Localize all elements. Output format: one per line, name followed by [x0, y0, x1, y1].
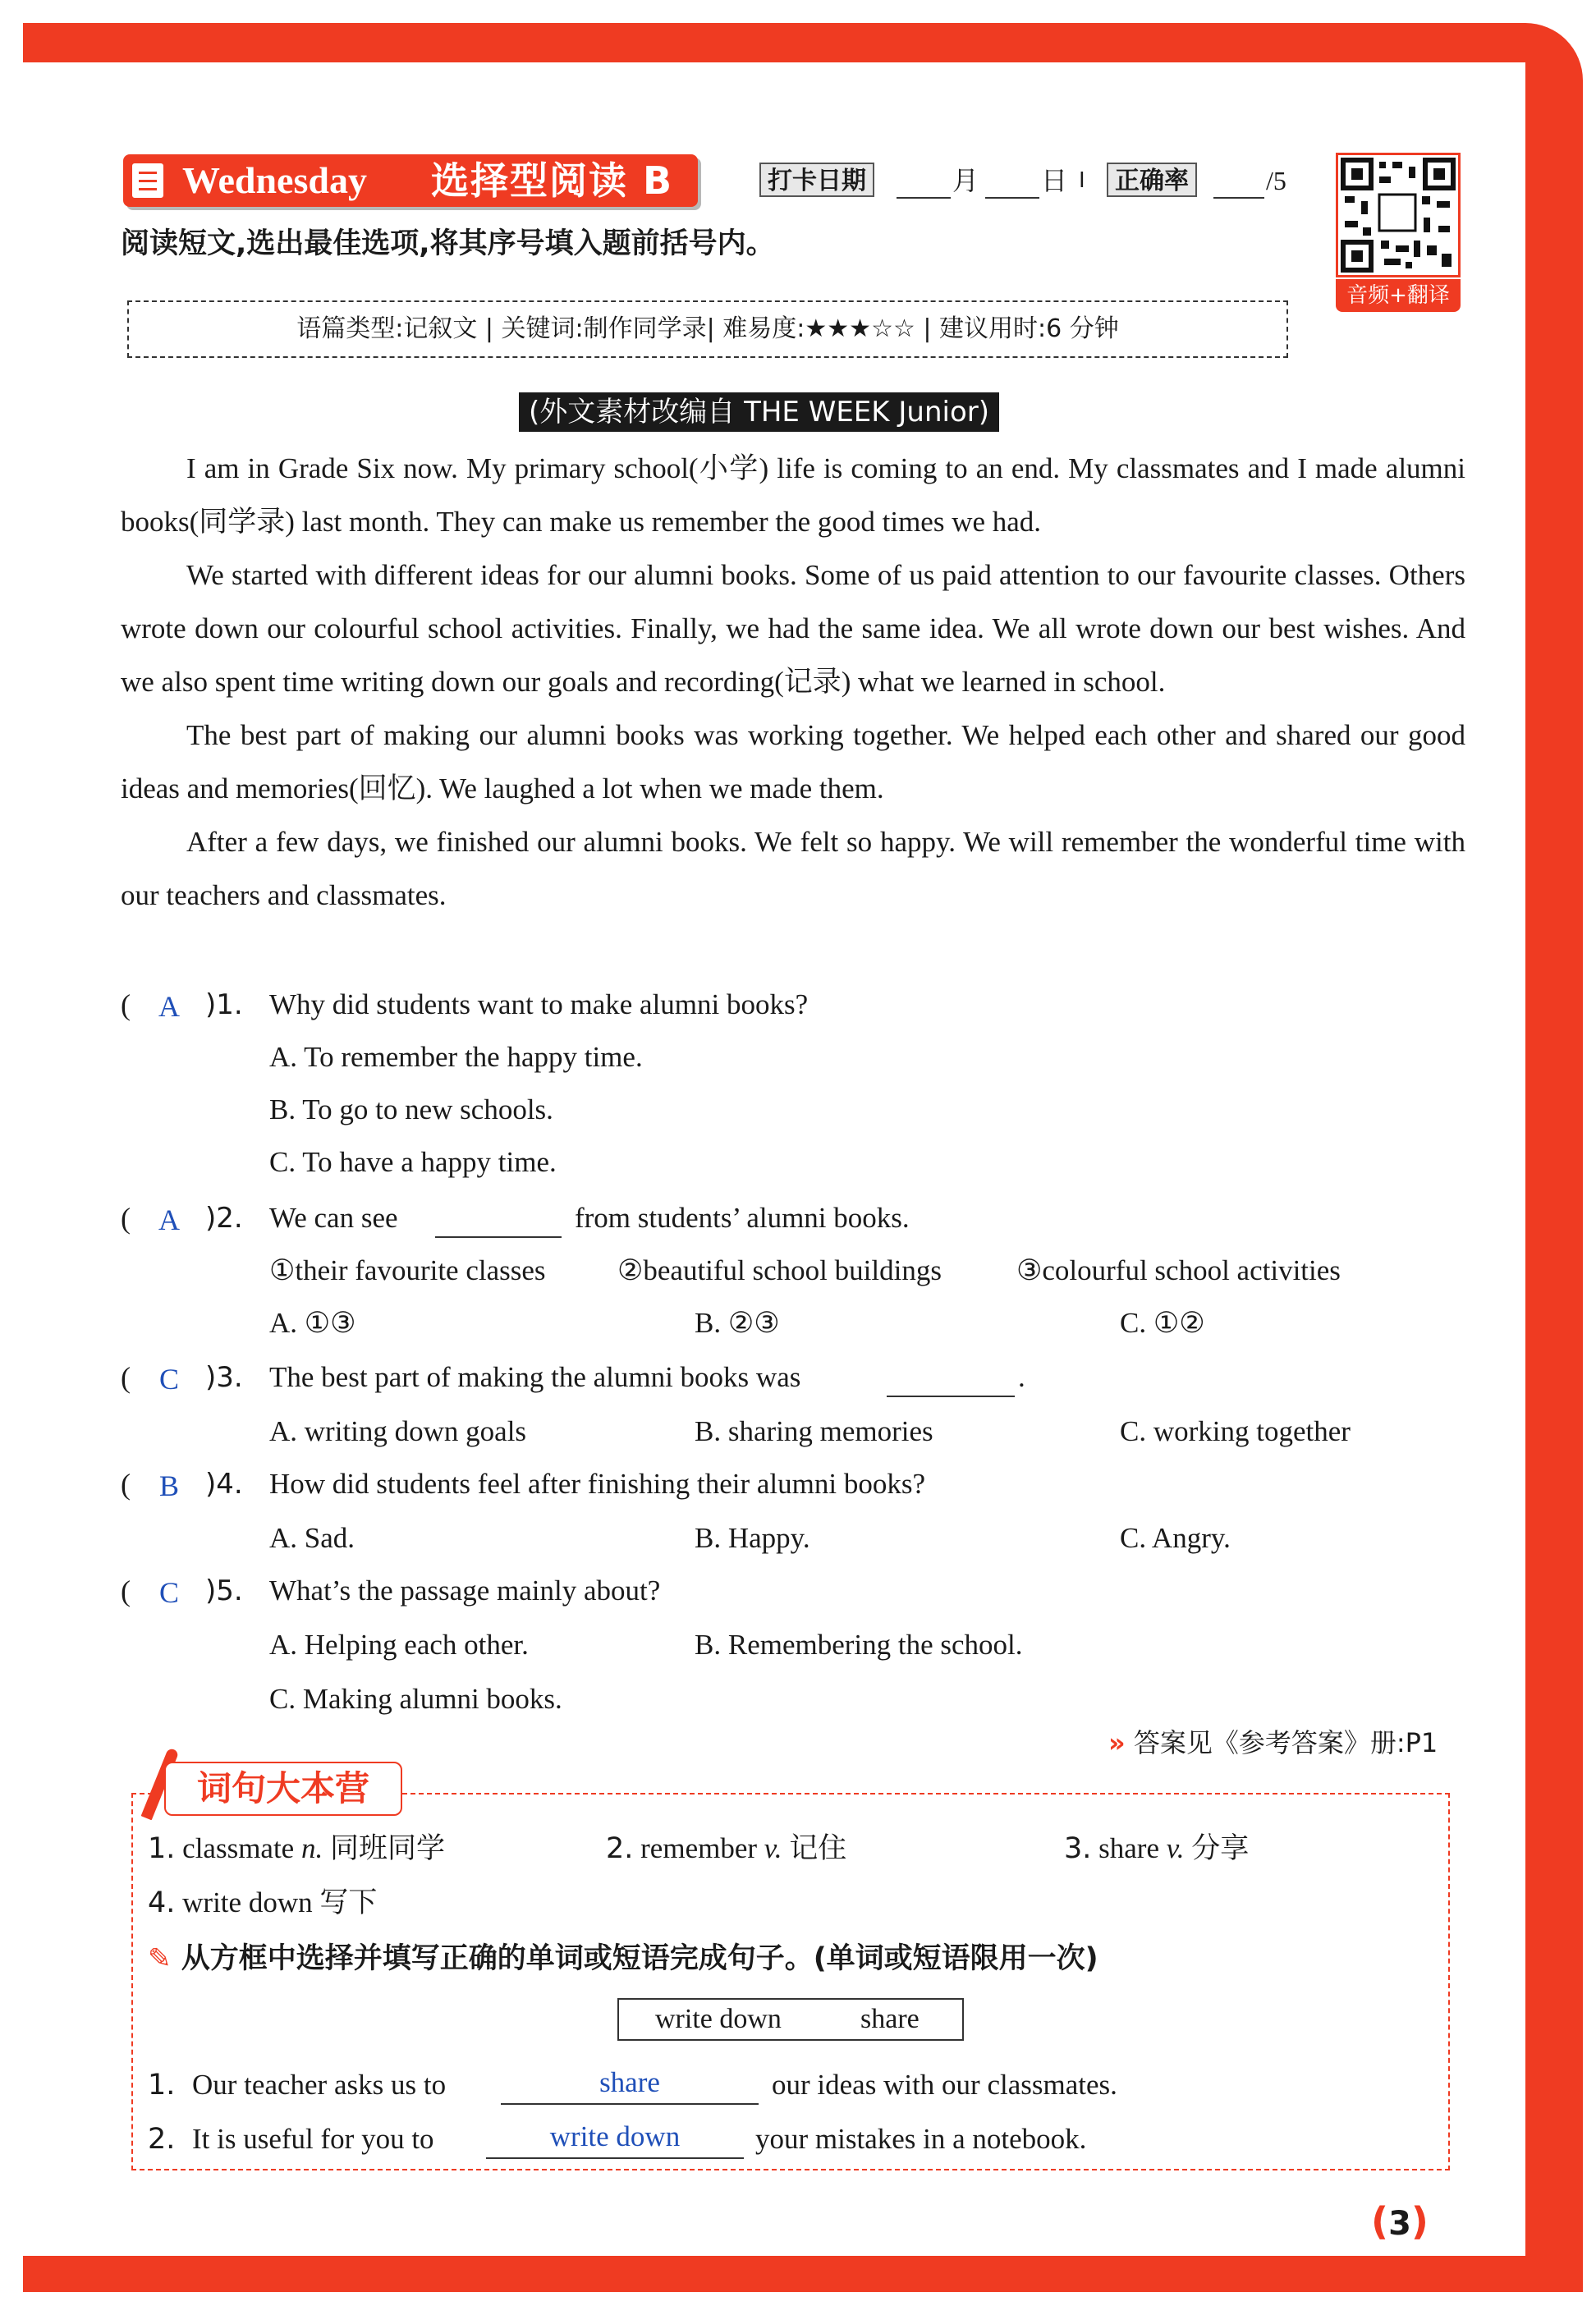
accuracy-blank[interactable]: [1213, 164, 1264, 199]
sentence-before: Our teacher asks us to: [192, 2069, 447, 2101]
answer-paren-open: (: [121, 1202, 131, 1235]
question-stem: The best part of making the alumni books was: [269, 1361, 801, 1393]
question-number: )4.: [205, 1468, 243, 1501]
sentence-number: 2.: [148, 2123, 176, 2156]
word-bank-item: share: [860, 2004, 920, 2034]
month-label: 月: [952, 165, 979, 196]
day-label: 日: [1041, 165, 1068, 196]
instruction: 阅读短文,选出最佳选项,将其序号填入题前括号内。: [121, 227, 775, 260]
vocab-number: 1.: [148, 1832, 176, 1865]
vocab-title: 词句大本营: [164, 1762, 402, 1816]
fill-blank[interactable]: share: [501, 2064, 759, 2105]
vocab-word: remember: [640, 1832, 758, 1864]
question-number: )5.: [205, 1574, 243, 1607]
passage: [121, 442, 1465, 922]
option-c[interactable]: C. Making alumni books.: [269, 1683, 562, 1715]
day-blank[interactable]: [985, 164, 1039, 199]
month-blank[interactable]: [897, 164, 951, 199]
page-number: [1363, 2198, 1437, 2244]
page-frame-bottom: [23, 2256, 1583, 2292]
sentence-after: your mistakes in a notebook.: [755, 2123, 1087, 2155]
sentence-after: our ideas with our classmates.: [772, 2069, 1117, 2101]
vocab-item: [1064, 1824, 1249, 1873]
question-blank[interactable]: [887, 1363, 1015, 1397]
answer-mark[interactable]: C: [158, 1576, 179, 1609]
question-blank[interactable]: [435, 1203, 562, 1238]
swoosh-left-icon: (: [1371, 2199, 1389, 2244]
answer-mark[interactable]: A: [158, 1203, 180, 1236]
word-bank: [617, 1998, 964, 2041]
answer-mark[interactable]: A: [158, 990, 180, 1023]
answer-reference-text: 答案见《参考答案》册:P1: [1133, 1727, 1438, 1758]
question-number: )3.: [205, 1361, 243, 1394]
fill-blank[interactable]: write down: [486, 2118, 744, 2159]
option-c[interactable]: C. working together: [1120, 1415, 1351, 1447]
vocab-word: write down: [182, 1886, 313, 1918]
paragraph: After a few days, we finished our alumni books. We felt so happy. We will remember the wonderful time with our teachers and classmates.: [121, 826, 1465, 911]
question-stem: Why did students want to make alumni books?: [269, 988, 809, 1020]
vocab-word: share: [1098, 1832, 1160, 1864]
question-stem: What’s the passage mainly about?: [269, 1574, 661, 1607]
answer-paren-open: (: [121, 988, 131, 1021]
word-bank-item: write down: [655, 2004, 782, 2034]
vocab-meaning: 记住: [789, 1832, 847, 1865]
vocab-number: 4.: [148, 1886, 176, 1919]
option-b[interactable]: B. ②③: [695, 1307, 780, 1339]
option-b[interactable]: B. To go to new schools.: [269, 1093, 553, 1125]
page-number-text: 3: [1388, 2205, 1411, 2243]
passage-meta-text: 语篇类型:记叙文 | 关键词:制作同学录| 难易度:★★★☆☆ | 建议用时:6 分钟: [296, 314, 1119, 343]
fill-task-text: 从方框中选择并填写正确的单词或短语完成句子。(单词或短语限用一次): [181, 1942, 1098, 1975]
pencil-icon: ✎: [148, 1942, 172, 1975]
option-b[interactable]: B. sharing memories: [695, 1415, 933, 1447]
vocab-pos: v.: [764, 1832, 782, 1864]
vocab-item: [606, 1824, 846, 1873]
paragraph: The best part of making our alumni books was working together. We helped each other and shared our good ideas and memories(回忆). We laughed a lot when we made them.: [121, 719, 1465, 804]
vocab-number: 2.: [606, 1832, 634, 1865]
day-name: Wednesday: [182, 159, 367, 201]
vocab-meaning: 分享: [1191, 1832, 1250, 1865]
question-stem: We can see: [269, 1202, 398, 1234]
vocab-number: 3.: [1064, 1832, 1092, 1865]
page-frame-right: [1525, 23, 1583, 2256]
qr-code-icon: [1338, 155, 1458, 275]
paragraph: I am in Grade Six now. My primary school(小学) life is coming to an end. My classmates and I made alumni books(同学录) last month. They can make us remember the good times we had.: [121, 452, 1465, 538]
question-stem-end: from students’ alumni books.: [575, 1202, 910, 1234]
section-title: 选择型阅读 B: [431, 158, 674, 203]
double-chevron-icon: »: [1108, 1727, 1126, 1758]
sub-item: ①their favourite classes: [269, 1254, 546, 1286]
vocab-pos: n.: [300, 1832, 323, 1864]
option-c[interactable]: C. To have a happy time.: [269, 1146, 557, 1178]
question-number: )2.: [205, 1202, 243, 1235]
frame-inner-corner: [1470, 62, 1525, 136]
accuracy-label: 正确率: [1107, 163, 1197, 197]
fill-task: [148, 1934, 1098, 1983]
page-frame-top: [23, 23, 1525, 62]
vocab-item: [148, 1878, 377, 1927]
source-banner: (外文素材改编自 THE WEEK Junior): [519, 392, 999, 432]
option-b[interactable]: B. Remembering the school.: [695, 1629, 1023, 1661]
question-number: )1.: [205, 988, 243, 1021]
accuracy-total: /5: [1266, 166, 1286, 195]
sentence-before: It is useful for you to: [192, 2123, 434, 2155]
answer-mark[interactable]: B: [158, 1469, 179, 1502]
sentence-number: 1.: [148, 2069, 176, 2102]
sub-item: ②beautiful school buildings: [617, 1254, 942, 1286]
answer-paren-open: (: [121, 1361, 131, 1394]
calendar-icon: [130, 161, 166, 200]
passage-meta: [127, 300, 1288, 358]
option-a[interactable]: A. ①③: [269, 1307, 356, 1339]
option-b[interactable]: B. Happy.: [695, 1522, 810, 1554]
question-stem-end: .: [1018, 1361, 1025, 1393]
answer-paren-open: (: [121, 1468, 131, 1501]
option-c[interactable]: C. Angry.: [1120, 1522, 1231, 1554]
option-a[interactable]: A. Helping each other.: [269, 1629, 529, 1661]
vocab-item: [148, 1824, 445, 1873]
checkin-label: 打卡日期: [759, 163, 874, 197]
vocab-meaning: 同班同学: [329, 1832, 445, 1865]
answer-mark[interactable]: C: [158, 1363, 179, 1396]
sub-item: ③colourful school activities: [1016, 1254, 1341, 1286]
qr-tag: 音频+翻译: [1336, 279, 1461, 312]
answer-reference: [1108, 1722, 1438, 1763]
question-stem: How did students feel after finishing their alumni books?: [269, 1468, 926, 1500]
option-a[interactable]: A. Sad.: [269, 1522, 355, 1554]
answer-paren-open: (: [121, 1574, 131, 1607]
vocab-meaning: 写下: [319, 1886, 378, 1919]
option-c[interactable]: C. ①②: [1120, 1307, 1205, 1339]
swoosh-right-icon: ): [1410, 2199, 1429, 2244]
vocab-word: classmate: [182, 1832, 295, 1864]
option-a[interactable]: A. writing down goals: [269, 1415, 527, 1447]
option-a[interactable]: A. To remember the happy time.: [269, 1041, 643, 1073]
vocab-pos: v.: [1166, 1832, 1185, 1864]
paragraph: We started with different ideas for our alumni books. Some of us paid attention to our favourite classes. Others wrote down our colourful school activities. Finally, we had the same idea. We all wrote down our best wishes. And we also spent time writing down our goals and recording(记录) what we learned in school.: [121, 559, 1465, 698]
header-separator: I: [1079, 168, 1085, 193]
qr-code[interactable]: [1336, 153, 1461, 277]
